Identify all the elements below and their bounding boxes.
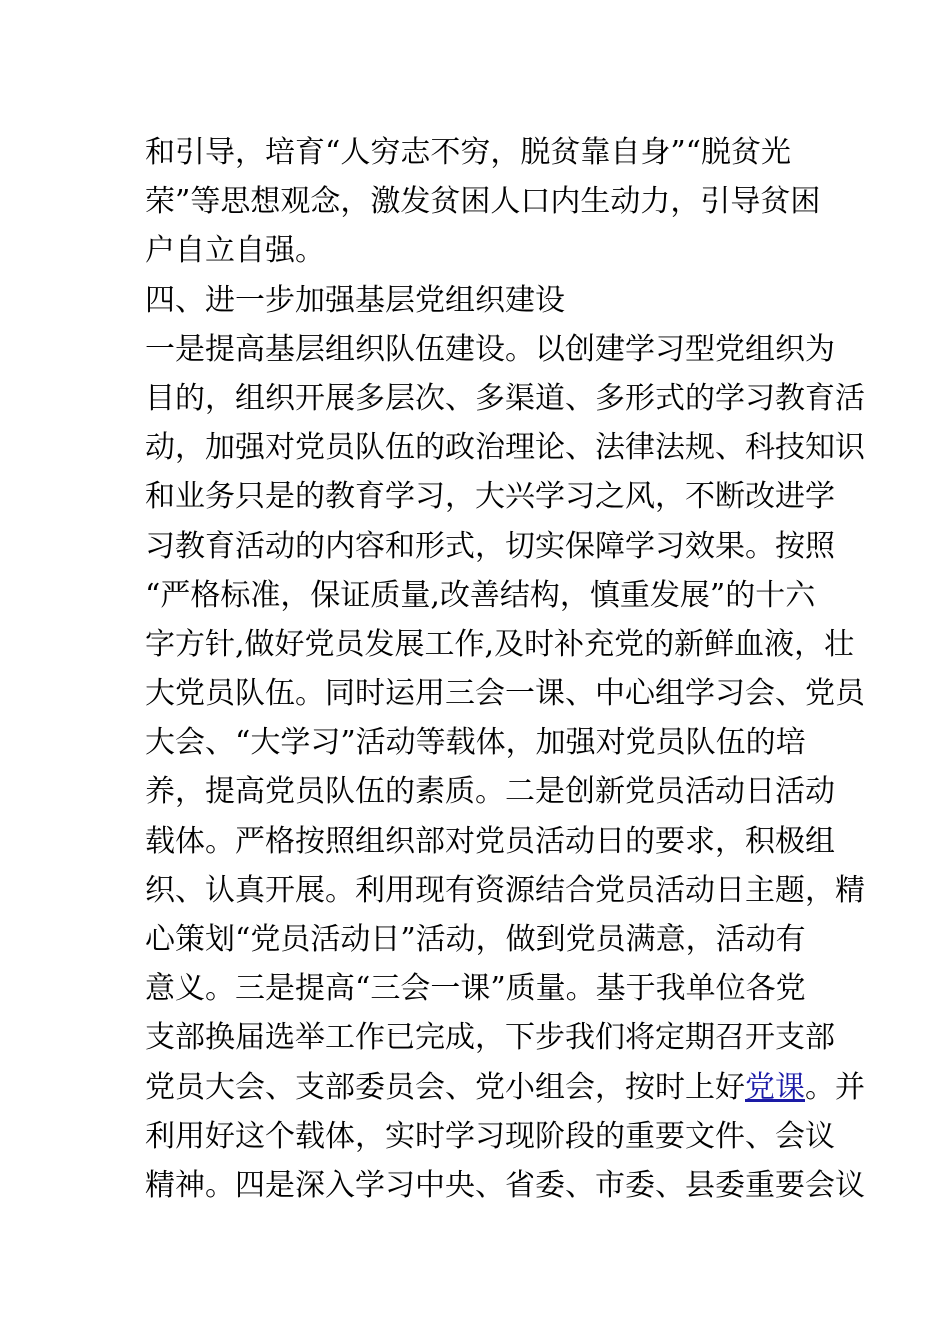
text-line: 养，提高党员队伍的素质。二是创新党员活动日活动	[145, 774, 835, 810]
text-line: 大党员队伍。同时运用三会一课、中心组学习会、党员	[145, 676, 865, 712]
text-line: 织、认真开展。利用现有资源结合党员活动日主题，精	[145, 872, 865, 908]
text-line: “严格标准，保证质量,改善结构，慎重发展”的十六	[145, 577, 816, 613]
text-line: 载体。严格按照组织部对党员活动日的要求，积极组	[145, 823, 835, 859]
section-heading: 四、进一步加强基层党组织建设	[145, 282, 565, 318]
text-line: 户自立自强。	[145, 233, 325, 269]
text-line: 意义。三是提高“三会一课”质量。基于我单位各党	[145, 971, 806, 1007]
text-line: 荣”等思想观念，激发贫困人口内生动力，引导贫困	[145, 184, 821, 220]
text-line: 支部换届选举工作已完成，下步我们将定期召开支部	[145, 1020, 835, 1056]
text-line-with-link	[145, 1063, 865, 1112]
text-segment: 。并	[805, 1069, 865, 1105]
text-line: 心策划“党员活动日”活动，做到党员满意，活动有	[145, 922, 806, 957]
text-line: 和业务只是的教育学习，大兴学习之风，不断改进学	[145, 479, 835, 515]
text-line: 利用好这个载体，实时学习现阶段的重要文件、会议	[145, 1118, 835, 1154]
text-line: 大会、“大学习”活动等载体，加强对党员队伍的培	[145, 725, 806, 761]
text-line: 一是提高基层组织队伍建设。以创建学习型党组织为	[145, 331, 835, 367]
text-line: 习教育活动的内容和形式，切实保障学习效果。按照	[145, 528, 835, 564]
document-body	[145, 128, 865, 1210]
text-line: 动，加强对党员队伍的政治理论、法律法规、科技知识	[145, 430, 865, 466]
text-line: 和引导，培育“人穷志不穷，脱贫靠自身”“脱贫光	[145, 135, 792, 170]
text-line: 精神。四是深入学习中央、省委、市委、县委重要会议	[145, 1167, 865, 1203]
text-line: 目的，组织开展多层次、多渠道、多形式的学习教育活	[145, 380, 865, 416]
text-segment: 党员大会、支部委员会、党小组会，按时上好	[145, 1069, 745, 1105]
party-lesson-link[interactable]: 党课	[745, 1069, 805, 1105]
text-line: 字方针,做好党员发展工作,及时补充党的新鲜血液，壮	[145, 626, 855, 662]
